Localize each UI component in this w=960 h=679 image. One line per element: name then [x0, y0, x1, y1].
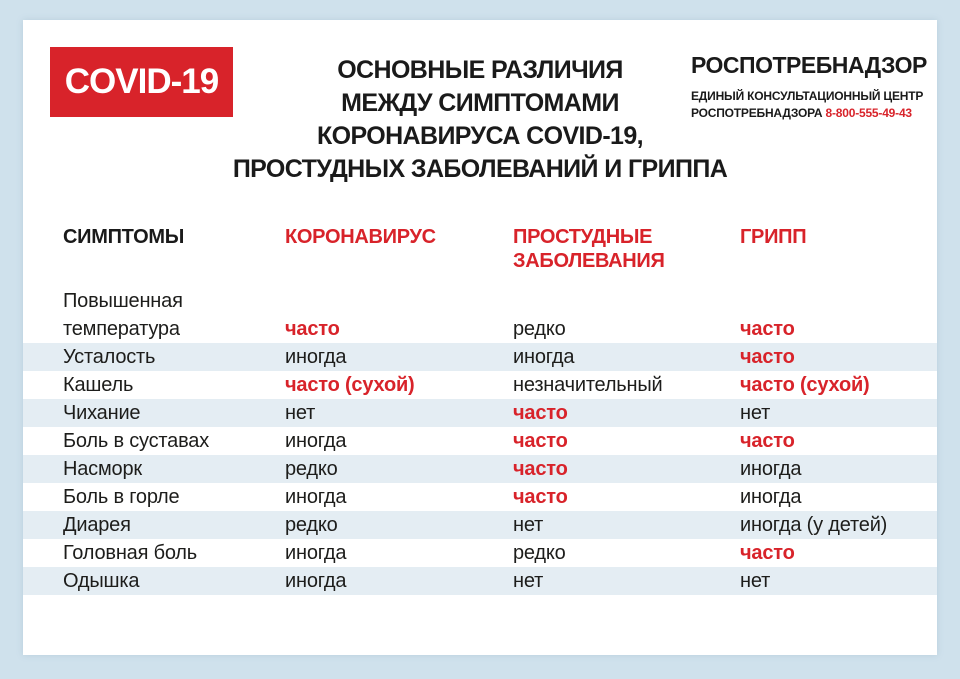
cold-cell: нет [513, 514, 544, 536]
table-header-row [23, 225, 937, 273]
symptom-cell: Головная боль [63, 542, 198, 564]
symptom-cell: Кашель [63, 374, 134, 396]
symptom-cell: Чихание [63, 402, 141, 424]
column-header-flu: ГРИПП [740, 226, 807, 248]
table-row [23, 399, 937, 427]
symptom-cell: Повышенная температура [63, 290, 183, 340]
cold-cell: часто [513, 486, 568, 508]
coronavirus-cell: иногда [285, 430, 347, 452]
symptom-cell: Боль в горле [63, 486, 180, 508]
coronavirus-cell: иногда [285, 486, 347, 508]
flu-cell: часто [740, 430, 795, 452]
covid19-badge-label: COVID-19 [64, 62, 219, 101]
symptom-cell: Боль в суставах [63, 430, 209, 452]
table-row [23, 287, 937, 343]
title-line: ОСНОВНЫЕ РАЗЛИЧИЯ [337, 56, 623, 84]
cold-cell: часто [513, 402, 568, 424]
flu-cell: иногда [740, 458, 802, 480]
flu-cell: часто [740, 346, 795, 368]
coronavirus-cell: часто [285, 318, 340, 340]
table-row [23, 511, 937, 539]
symptom-cell: Усталость [63, 346, 156, 368]
coronavirus-cell: часто (сухой) [285, 374, 415, 396]
coronavirus-cell: редко [285, 458, 338, 480]
coronavirus-cell: иногда [285, 570, 347, 592]
coronavirus-cell: нет [285, 402, 316, 424]
table-row [23, 567, 937, 595]
org-block [691, 52, 931, 122]
table-row [23, 371, 937, 399]
coronavirus-cell: редко [285, 514, 338, 536]
column-header-coronavirus: КОРОНАВИРУС [285, 226, 436, 248]
org-subtitle [691, 88, 931, 122]
flu-cell: иногда [740, 486, 802, 508]
symptoms-table [23, 287, 937, 595]
coronavirus-cell: иногда [285, 346, 347, 368]
cold-cell: незначительный [513, 374, 663, 396]
coronavirus-cell: иногда [285, 542, 347, 564]
flu-cell: нет [740, 570, 771, 592]
title-line: КОРОНАВИРУСА COVID-19, [316, 122, 643, 150]
cold-cell: иногда [513, 346, 575, 368]
column-header-symptoms: СИМПТОМЫ [63, 226, 184, 248]
table-row [23, 343, 937, 371]
org-subtitle-text: РОСПОТРЕБНАДЗОРА [691, 106, 823, 120]
title-line: ПРОСТУДНЫХ ЗАБОЛЕВАНИЙ И ГРИППА [232, 155, 728, 183]
flu-cell: иногда (у детей) [740, 514, 888, 536]
table-row [23, 483, 937, 511]
cold-cell: нет [513, 570, 544, 592]
flu-cell: часто (сухой) [740, 374, 870, 396]
infographic-card [23, 20, 937, 655]
hotline-phone-number: 8-800-555-49-43 [825, 106, 912, 120]
org-subtitle-line2 [691, 105, 931, 122]
cold-cell: часто [513, 430, 568, 452]
column-header-cold: ПРОСТУДНЫЕ ЗАБОЛЕВАНИЯ [513, 226, 665, 272]
org-subtitle-line1: ЕДИНЫЙ КОНСУЛЬТАЦИОННЫЙ ЦЕНТР [691, 89, 924, 103]
symptom-cell: Диарея [63, 514, 131, 536]
flu-cell: часто [740, 318, 795, 340]
symptom-cell: Насморк [63, 458, 142, 480]
table-row [23, 539, 937, 567]
flu-cell: часто [740, 542, 795, 564]
symptom-cell: Одышка [63, 570, 140, 592]
cold-cell: часто [513, 458, 568, 480]
flu-cell: нет [740, 402, 771, 424]
org-name: РОСПОТРЕБНАДЗОР [691, 52, 927, 78]
cold-cell: редко [513, 542, 566, 564]
table-row [23, 455, 937, 483]
cold-cell: редко [513, 318, 566, 340]
table-row [23, 427, 937, 455]
title-line: МЕЖДУ СИМПТОМАМИ [341, 89, 619, 117]
